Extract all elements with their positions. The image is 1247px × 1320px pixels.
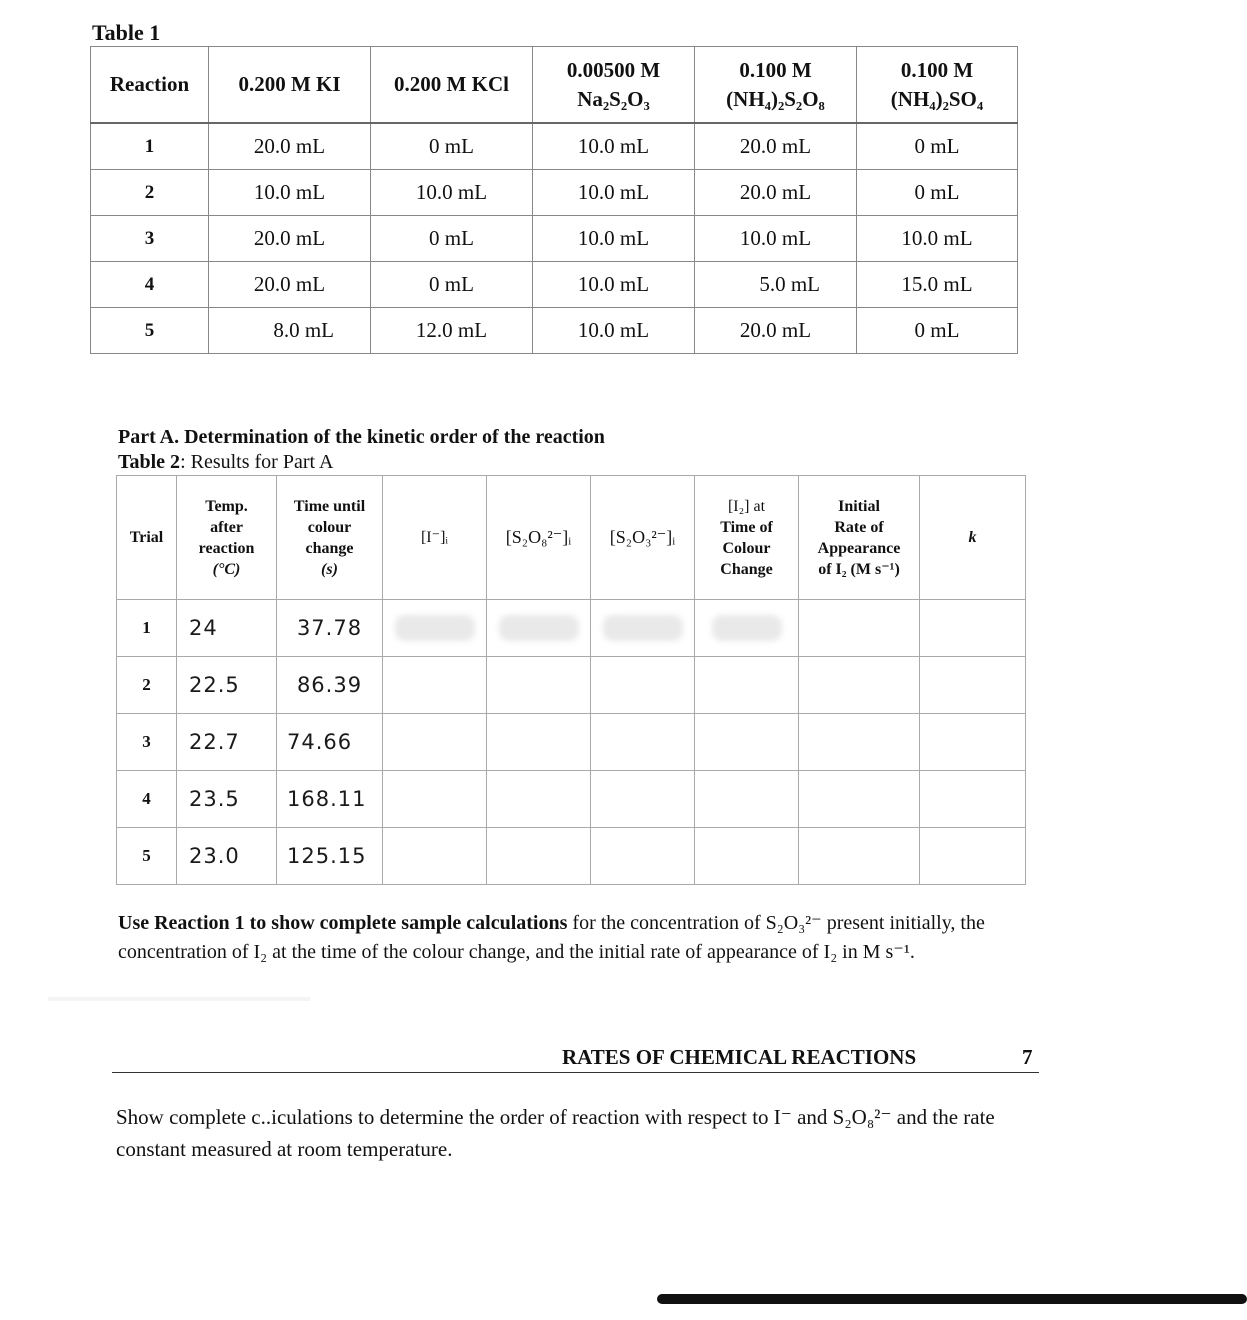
footer-rule bbox=[112, 1072, 1039, 1073]
table1-cell: 4 bbox=[91, 262, 209, 308]
iodide-cell bbox=[383, 714, 487, 771]
table1-cell: 10.0 mL bbox=[533, 170, 695, 216]
table1-cell: 2 bbox=[91, 170, 209, 216]
trial-number: 1 bbox=[117, 600, 177, 657]
temp-cell: 23.0 bbox=[177, 828, 277, 885]
table1-header-ammonium-sulfate: 0.100 M (NH₄)₂SO₄ bbox=[857, 47, 1018, 124]
i2-cell bbox=[695, 828, 799, 885]
table1-row bbox=[91, 262, 1018, 308]
persulfate-cell bbox=[487, 657, 591, 714]
table1-row bbox=[91, 170, 1018, 216]
table2-row bbox=[117, 657, 1026, 714]
table2-header-i2: [I₂] at Time of Colour Change bbox=[695, 476, 799, 600]
table1-cell: 0 mL bbox=[371, 216, 533, 262]
i2-cell bbox=[695, 657, 799, 714]
k-cell bbox=[920, 600, 1026, 657]
rate-cell bbox=[799, 714, 920, 771]
table1-cell: 0 mL bbox=[857, 170, 1018, 216]
time-cell: 168.11 bbox=[277, 771, 383, 828]
table1-header-row bbox=[91, 47, 1018, 124]
page-number: 7 bbox=[1022, 1045, 1033, 1069]
table1-header-thiosulfate: 0.00500 M Na₂S₂O₃ bbox=[533, 47, 695, 124]
k-cell bbox=[920, 657, 1026, 714]
table2-header-rate: Initial Rate of Appearance of I₂ (M s⁻¹) bbox=[799, 476, 920, 600]
thiosulfate-cell bbox=[591, 828, 695, 885]
rate-cell bbox=[799, 771, 920, 828]
k-cell bbox=[920, 771, 1026, 828]
rate-cell bbox=[799, 600, 920, 657]
table1-cell: 5.0 mL bbox=[695, 262, 857, 308]
table2-row bbox=[117, 600, 1026, 657]
trial-number: 5 bbox=[117, 828, 177, 885]
table2-header-trial: Trial bbox=[117, 476, 177, 600]
table2-row bbox=[117, 771, 1026, 828]
table1-cell: 3 bbox=[91, 216, 209, 262]
table1-cell: 5 bbox=[91, 308, 209, 354]
thiosulfate-cell bbox=[591, 600, 695, 657]
table2-header-k: k bbox=[920, 476, 1026, 600]
blurred-value bbox=[712, 615, 782, 641]
table1-cell: 20.0 mL bbox=[695, 308, 857, 354]
iodide-cell bbox=[383, 657, 487, 714]
table1-cell: 10.0 mL bbox=[857, 216, 1018, 262]
table1-header-kcl: 0.200 M KCl bbox=[371, 47, 533, 124]
i2-cell bbox=[695, 714, 799, 771]
table2-row bbox=[117, 828, 1026, 885]
time-cell: 74.66 bbox=[277, 714, 383, 771]
table1-cell: 0 mL bbox=[371, 123, 533, 170]
table1-cell: 10.0 mL bbox=[533, 123, 695, 170]
table1-cell: 20.0 mL bbox=[209, 262, 371, 308]
table1-row bbox=[91, 123, 1018, 170]
trial-number: 3 bbox=[117, 714, 177, 771]
table1-cell: 10.0 mL bbox=[533, 262, 695, 308]
blurred-value bbox=[603, 615, 683, 641]
rate-cell bbox=[799, 657, 920, 714]
k-cell bbox=[920, 714, 1026, 771]
table1-header-ki: 0.200 M KI bbox=[209, 47, 371, 124]
home-indicator-bar[interactable] bbox=[657, 1294, 1247, 1304]
thiosulfate-cell bbox=[591, 714, 695, 771]
table1-caption: Table 1 bbox=[92, 20, 161, 45]
table1-header-reaction: Reaction bbox=[91, 47, 209, 124]
blurred-value bbox=[499, 615, 579, 641]
temp-cell: 22.7 bbox=[177, 714, 277, 771]
rate-cell bbox=[799, 828, 920, 885]
table1-cell: 12.0 mL bbox=[371, 308, 533, 354]
table2-header-row bbox=[117, 476, 1026, 600]
table1-cell: 20.0 mL bbox=[209, 123, 371, 170]
table1-cell: 10.0 mL bbox=[695, 216, 857, 262]
table2-header-temp: Temp. after reaction (°C) bbox=[177, 476, 277, 600]
table1-cell: 10.0 mL bbox=[209, 170, 371, 216]
time-cell: 125.15 bbox=[277, 828, 383, 885]
table2-caption: Table 2: Results for Part A bbox=[118, 451, 334, 473]
table1-cell: 0 mL bbox=[857, 123, 1018, 170]
time-cell: 37.78 bbox=[277, 600, 383, 657]
table2-row bbox=[117, 714, 1026, 771]
persulfate-cell bbox=[487, 828, 591, 885]
persulfate-cell bbox=[487, 714, 591, 771]
blurred-value bbox=[395, 615, 475, 641]
temp-cell: 23.5 bbox=[177, 771, 277, 828]
i2-cell bbox=[695, 771, 799, 828]
table1 bbox=[90, 46, 1018, 354]
iodide-cell bbox=[383, 600, 487, 657]
table1-header-persulfate: 0.100 M (NH₄)₂S₂O₈ bbox=[695, 47, 857, 124]
sample-calculation-instructions: Use Reaction 1 to show complete sample calculations for the concentration of S₂O₃²⁻ present initially, the concentration of I₂ at the time of the colour change, and the initial rate of appearance of I₂ in M s⁻¹. bbox=[118, 912, 985, 963]
thiosulfate-cell bbox=[591, 657, 695, 714]
iodide-cell bbox=[383, 828, 487, 885]
table2-header-iodide: [I⁻]ᵢ bbox=[383, 476, 487, 600]
table2 bbox=[116, 475, 1026, 885]
persulfate-cell bbox=[487, 771, 591, 828]
table1-cell: 1 bbox=[91, 123, 209, 170]
table2-header-time: Time until colour change (s) bbox=[277, 476, 383, 600]
thiosulfate-cell bbox=[591, 771, 695, 828]
iodide-cell bbox=[383, 771, 487, 828]
trial-number: 2 bbox=[117, 657, 177, 714]
table1-cell: 10.0 mL bbox=[533, 308, 695, 354]
footer-title: RATES OF CHEMICAL REACTIONS bbox=[562, 1045, 917, 1069]
trial-number: 4 bbox=[117, 771, 177, 828]
part-a-heading: Part A. Determination of the kinetic order of the reaction bbox=[118, 426, 605, 448]
table1-cell: 20.0 mL bbox=[695, 170, 857, 216]
table1-cell: 20.0 mL bbox=[695, 123, 857, 170]
table1-cell: 0 mL bbox=[371, 262, 533, 308]
table1-row bbox=[91, 308, 1018, 354]
table1-cell: 0 mL bbox=[857, 308, 1018, 354]
table1-cell: 10.0 mL bbox=[533, 216, 695, 262]
time-cell: 86.39 bbox=[277, 657, 383, 714]
table1-cell: 15.0 mL bbox=[857, 262, 1018, 308]
table2-header-thiosulfate: [S₂O₃²⁻]ᵢ bbox=[591, 476, 695, 600]
temp-cell: 24 bbox=[177, 600, 277, 657]
table1-cell: 20.0 mL bbox=[209, 216, 371, 262]
table1-cell: 8.0 mL bbox=[209, 308, 371, 354]
temp-cell: 22.5 bbox=[177, 657, 277, 714]
table2-header-persulfate: [S₂O₈²⁻]ᵢ bbox=[487, 476, 591, 600]
i2-cell bbox=[695, 600, 799, 657]
faint-divider bbox=[48, 997, 310, 1001]
table1-row bbox=[91, 216, 1018, 262]
order-calculation-instructions: Show complete c..iculations to determine the order of reaction with respect to I⁻ and S₂O₈²⁻ and the rate constant measured at room temperature. bbox=[116, 1105, 995, 1161]
k-cell bbox=[920, 828, 1026, 885]
persulfate-cell bbox=[487, 600, 591, 657]
table1-cell: 10.0 mL bbox=[371, 170, 533, 216]
